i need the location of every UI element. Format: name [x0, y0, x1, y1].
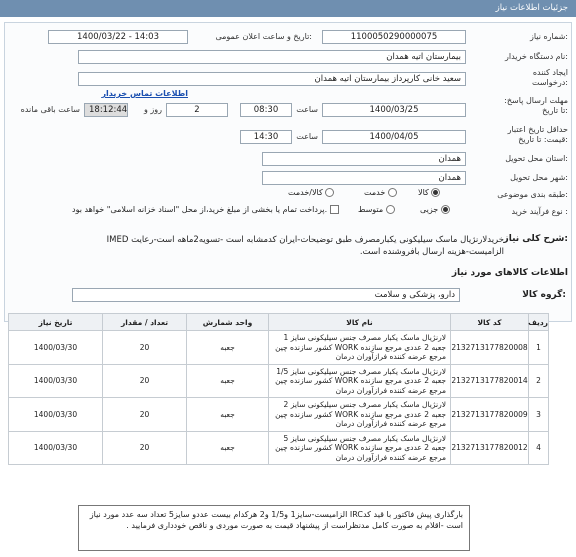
item-code: 2132713177820014	[451, 364, 529, 398]
item-unit: جعبه	[187, 331, 269, 365]
column-header: تاریخ نیاز	[9, 314, 103, 331]
column-header: کد کالا	[451, 314, 529, 331]
buyer-contact-link[interactable]: اطلاعات تماس خریدار	[101, 89, 188, 98]
category-goods-label: کالا	[418, 188, 429, 197]
validity-label: حداقل تاریخ اعتبار قیمت: تا تاریخ:	[507, 125, 568, 144]
process-label: نوع فرآیند خرید :	[511, 207, 568, 216]
checkbox-icon[interactable]	[330, 205, 339, 214]
column-header: واحد شمارش	[187, 314, 269, 331]
goods-group-label: گروه کالا:	[522, 290, 566, 300]
process-option-medium[interactable]	[358, 205, 395, 214]
item-unit: جعبه	[187, 431, 269, 465]
city-field[interactable]: همدان	[262, 171, 466, 185]
item-quantity: 20	[103, 364, 187, 398]
item-name: لارنژیال ماسک یکبار مصرف جنس سیلیکونی سایز 5 جعبه 2 عددی مرجع سازنده WORK کشور سازنده چین مرجع عرضه کننده فرازآوران درمان	[269, 431, 451, 465]
item-need-date: 1400/03/30	[9, 431, 103, 465]
deadline-time-label: ساعت	[296, 105, 318, 114]
buyer-notes-box	[78, 505, 470, 551]
summary-text: خریدلارنژیال ماسک سیلیکونی یکبارمصرف طبق توضیحات-ایران کدمشابه است -تسویه2ماهه است-رعایت IMED الزامیست-هزینه ارسال بافروشنده است.	[106, 235, 504, 257]
column-header: نام کالا	[269, 314, 451, 331]
item-quantity: 20	[103, 398, 187, 432]
process-medium-label: متوسط	[358, 205, 384, 214]
need-number-field[interactable]: 1100050290000075	[322, 30, 466, 44]
creator-label: ایجاد کننده درخواست:	[532, 68, 568, 87]
goods-table	[8, 313, 549, 465]
announce-label: تاریخ و ساعت اعلان عمومی:	[215, 32, 312, 41]
table-row[interactable]	[9, 398, 549, 432]
days-label: روز و	[144, 105, 162, 114]
buyer-label: نام دستگاه خریدار:	[504, 52, 568, 61]
remaining-time-label: ساعت باقی مانده	[20, 105, 80, 114]
treasury-payment-option[interactable]	[72, 205, 339, 214]
item-quantity: 20	[103, 331, 187, 365]
deadline-time-field[interactable]: 08:30	[240, 103, 292, 117]
remaining-time-field: 18:12:44	[84, 103, 128, 117]
category-both-label: کالا/خدمت	[288, 188, 323, 197]
item-need-date: 1400/03/30	[9, 331, 103, 365]
item-code: 2132713177820009	[451, 398, 529, 432]
item-code: 2132713177820008	[451, 331, 529, 365]
province-label: استان محل تحویل:	[505, 154, 568, 163]
buyer-notes-text: بارگذاری پیش فاکتور با قید کدIRC الزامیست-سایز1 و1/5 و2 هرکدام بیست عددو سایز5 تعداد سه عدد مورد نیاز است -اقلام به صورت کامل مدنظراست از پیشنهاد قیمت به صورت موردی و ناقص خودداری فرمایید .	[89, 510, 463, 530]
announce-field[interactable]: 1400/03/22 - 14:03	[48, 30, 188, 44]
radio-icon[interactable]	[386, 205, 395, 214]
item-quantity: 20	[103, 431, 187, 465]
validity-time-label: ساعت	[296, 132, 318, 141]
table-header-row	[9, 314, 549, 331]
deadline-label: مهلت ارسال پاسخ: تا تاریخ:	[504, 96, 568, 115]
goods-group-field[interactable]: دارو، پزشکی و سلامت	[72, 288, 460, 302]
radio-selected-icon[interactable]	[431, 188, 440, 197]
item-name: لارنژیال ماسک یکبار مصرف جنس سیلیکونی سایز 2 جعبه 2 عددی مرجع سازنده WORK کشور سازنده چین مرجع عرضه کننده فرازآوران درمان	[269, 398, 451, 432]
radio-selected-icon[interactable]	[441, 205, 450, 214]
column-header: ردیف	[529, 314, 549, 331]
buyer-field[interactable]: بیمارستان اتیه همدان	[78, 50, 466, 64]
page-header	[0, 0, 576, 17]
item-code: 2132713177820012	[451, 431, 529, 465]
treasury-payment-note: پرداخت تمام یا بخشی از مبلغ خرید،از محل "اسناد خزانه اسلامی" خواهد بود.	[72, 205, 328, 214]
summary-label: شرح کلی نیاز:	[503, 234, 568, 244]
table-row[interactable]	[9, 431, 549, 465]
row-number: 4	[529, 431, 549, 465]
radio-icon[interactable]	[388, 188, 397, 197]
process-option-minor[interactable]	[420, 205, 450, 214]
need-number-label: شماره نیاز:	[529, 32, 568, 41]
row-number: 2	[529, 364, 549, 398]
item-name: لارنژیال ماسک یکبار مصرف جنس سیلیکونی سایز 1/5 جعبه 2 عددی مرجع سازنده WORK کشور سازنده چین مرجع عرضه کننده فرازآوران درمان	[269, 364, 451, 398]
category-label: طبقه بندی موضوعی:	[497, 190, 568, 199]
validity-date-field[interactable]: 1400/04/05	[322, 130, 466, 144]
process-minor-label: جزیی	[420, 205, 439, 214]
creator-field[interactable]: سعید خانی کارپرداز بیمارستان اتیه همدان	[78, 72, 466, 86]
province-field[interactable]: همدان	[262, 152, 466, 166]
column-header: تعداد / مقدار	[103, 314, 187, 331]
category-option-goods[interactable]	[418, 188, 440, 197]
days-remaining-field[interactable]: 2	[166, 103, 228, 117]
category-option-service[interactable]	[364, 188, 397, 197]
item-name: لارنژیال ماسک یکبار مصرف جنس سیلیکونی سایز 1 جعبه 2 عددی مرجع سازنده WORK کشور سازنده چین مرجع عرضه کننده فرازآوران درمان	[269, 331, 451, 365]
city-label: شهر محل تحویل:	[510, 173, 568, 182]
radio-icon[interactable]	[325, 188, 334, 197]
item-need-date: 1400/03/30	[9, 364, 103, 398]
item-need-date: 1400/03/30	[9, 398, 103, 432]
deadline-date-field[interactable]: 1400/03/25	[322, 103, 466, 117]
row-number: 1	[529, 331, 549, 365]
table-row[interactable]	[9, 364, 549, 398]
item-unit: جعبه	[187, 364, 269, 398]
category-service-label: خدمت	[364, 188, 386, 197]
page-title: جزئیات اطلاعات نیاز	[495, 3, 568, 13]
category-option-both[interactable]	[288, 188, 334, 197]
validity-time-field[interactable]: 14:30	[240, 130, 292, 144]
table-row[interactable]	[9, 331, 549, 365]
item-unit: جعبه	[187, 398, 269, 432]
goods-section-title: اطلاعات کالاهای مورد نیاز	[451, 268, 568, 278]
row-number: 3	[529, 398, 549, 432]
